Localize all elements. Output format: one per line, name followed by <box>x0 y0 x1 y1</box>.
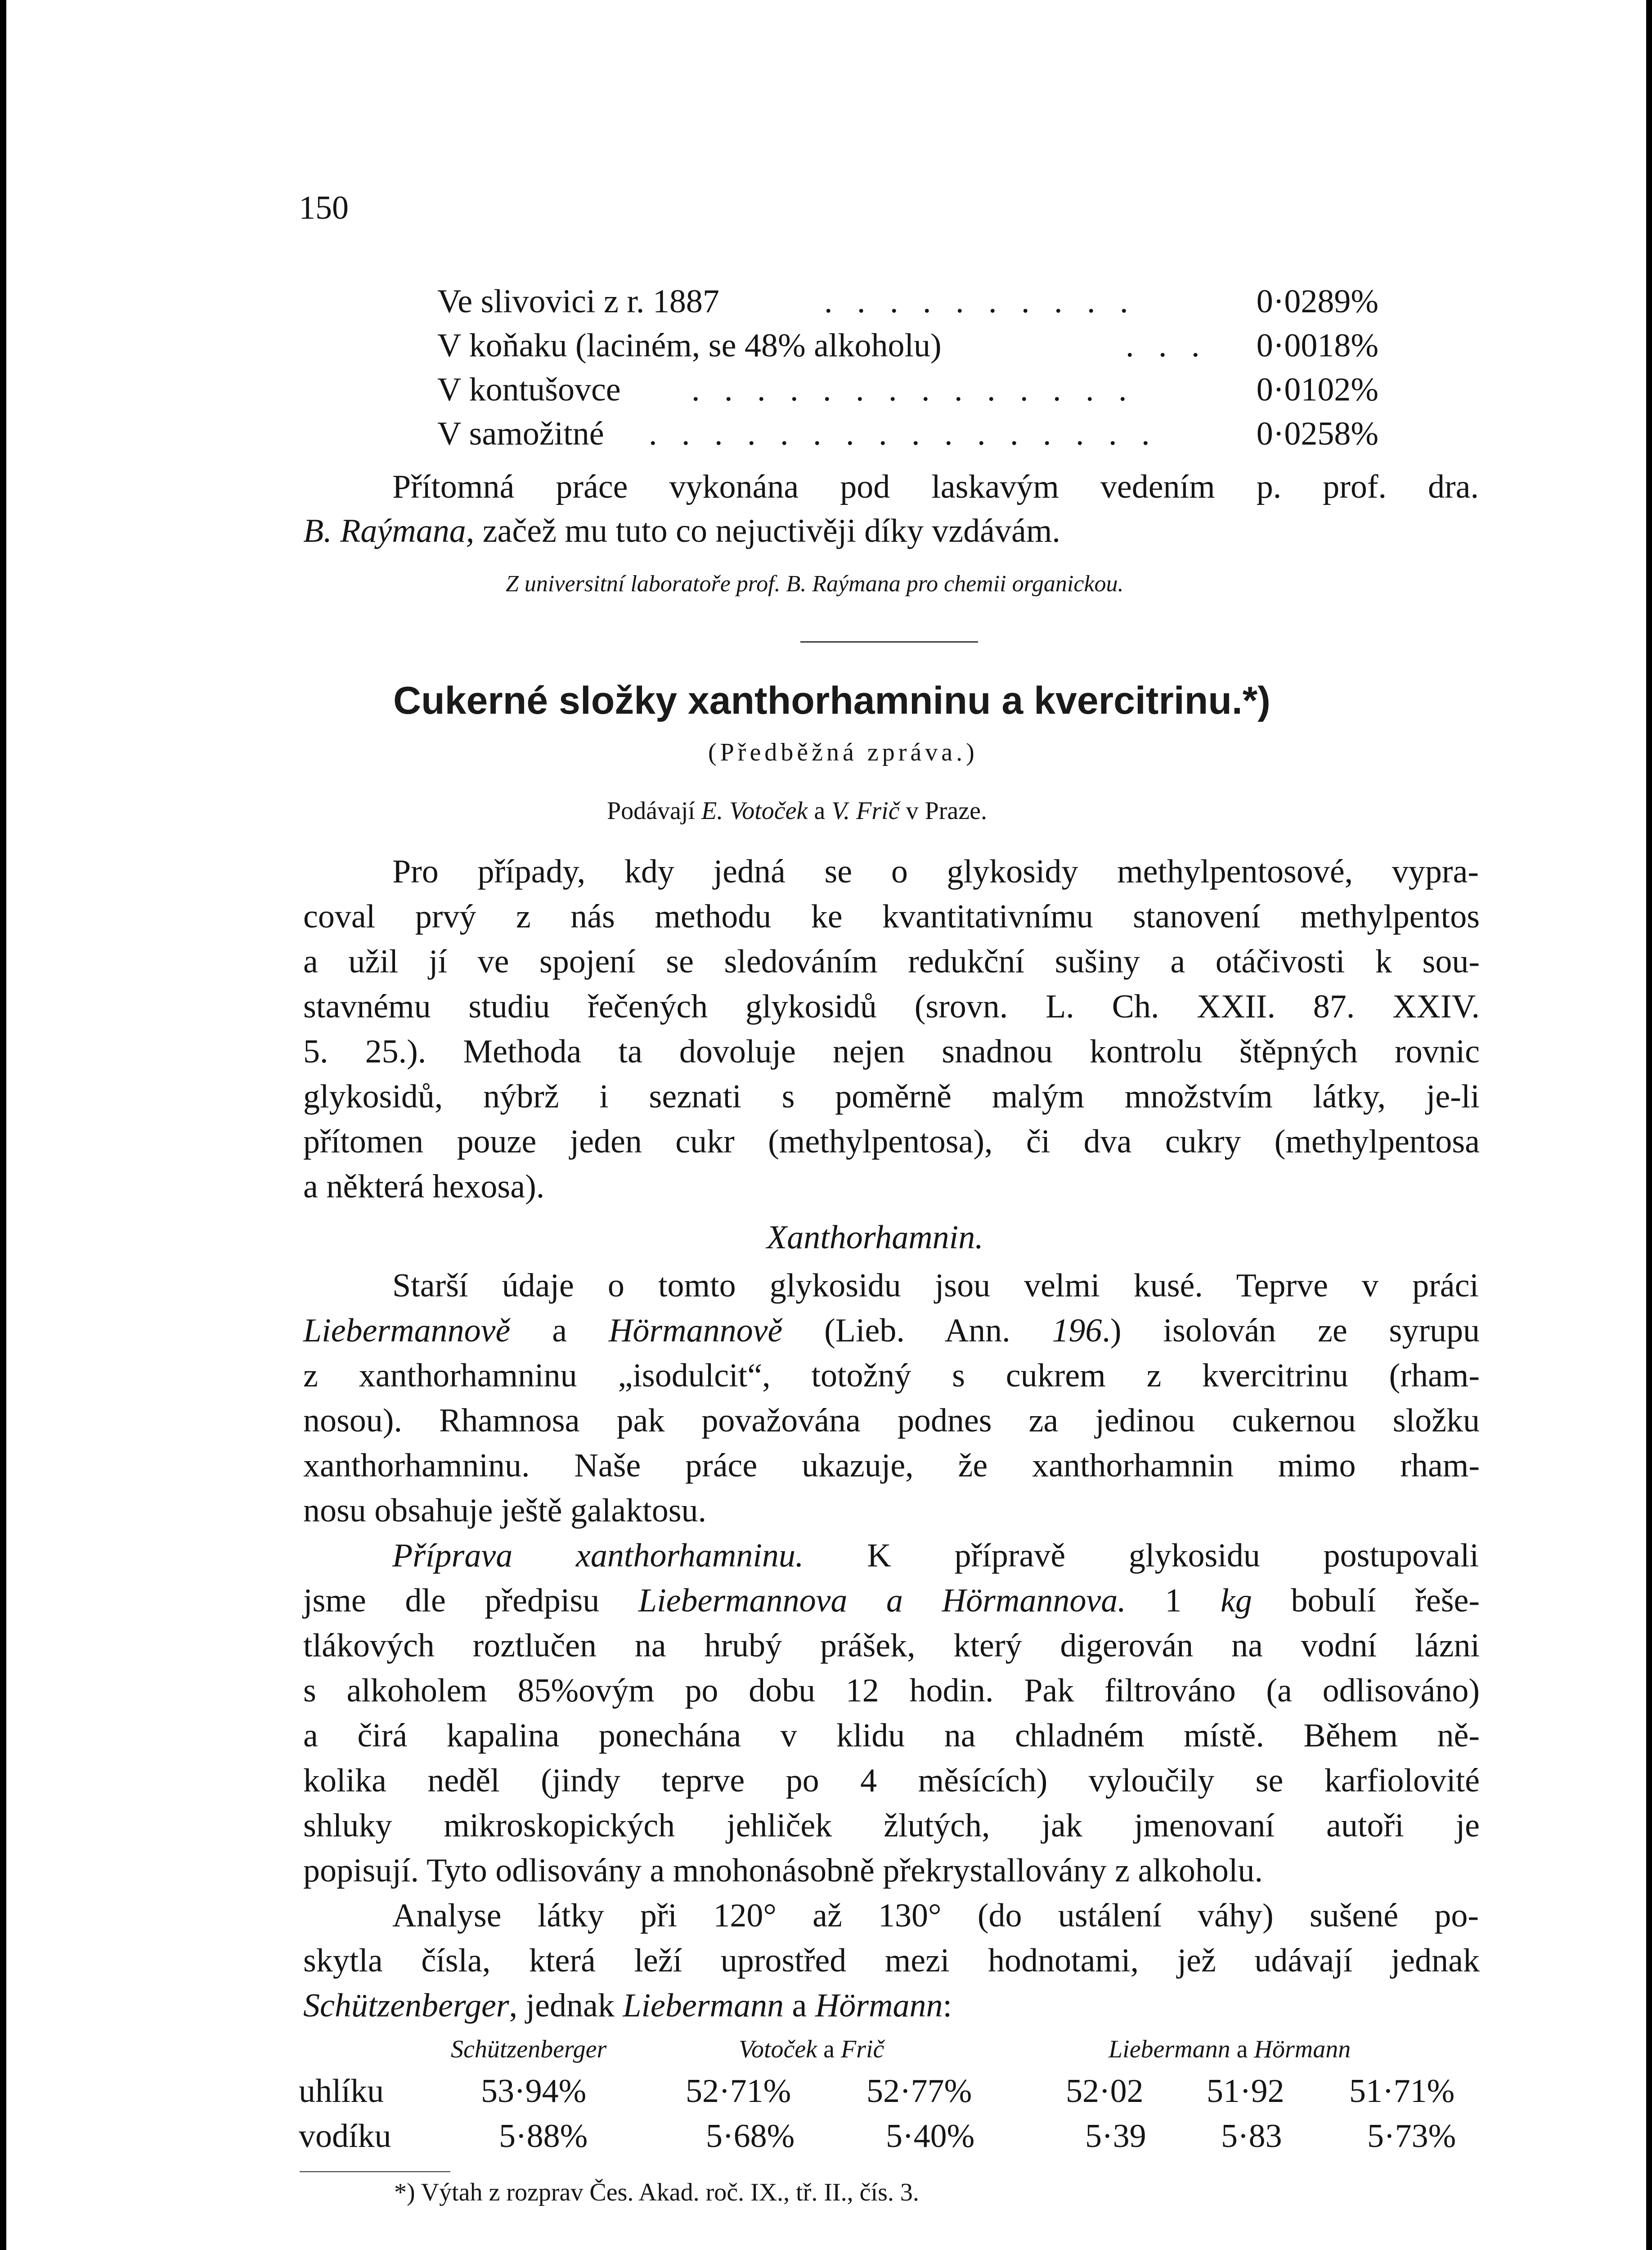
author-1: E. Votoček <box>701 797 808 825</box>
text: bobulí řeše- <box>1252 1582 1480 1619</box>
leader-value: 0·0258% <box>1256 415 1378 452</box>
article-authors <box>607 796 987 825</box>
table-header <box>1109 2035 1351 2064</box>
separator-rule <box>800 641 978 643</box>
paragraph-line: popisují. Tyto odlisovány a mnohonásobně překrystallovány z alkoholu. <box>303 1852 1263 1889</box>
citation-name: Liebermannově <box>303 1312 511 1349</box>
paragraph-line: glykosidů, nýbrž i seznati s poměrně malým množstvím látky, je-li <box>303 1078 1480 1115</box>
paragraph-line <box>303 1582 1480 1620</box>
text: .) isolován ze syrupu <box>1102 1312 1480 1349</box>
paragraph-line: Starší údaje o tomto glykosidu jsou velmi kusé. Teprve v práci <box>392 1267 1479 1304</box>
ack-name: B. Raýmana, <box>303 513 475 549</box>
leader-row <box>437 371 1378 414</box>
page <box>6 0 1646 2250</box>
text: K přípravě glykosidu postupovali <box>804 1537 1479 1574</box>
table-cell: 53·94% <box>481 2073 587 2110</box>
header-name: Frič <box>840 2035 884 2063</box>
paragraph-line <box>303 1987 1480 2025</box>
paragraph-line: tlákových roztlučen na hrubý prášek, který digerován na vodní lázni <box>303 1627 1480 1664</box>
paragraph-line: coval prvý z nás methodu ke kvantitativnímu stanovení methylpentos <box>303 898 1480 935</box>
leader-label: V kontušovce <box>437 371 621 408</box>
table-cell: 5·68% <box>706 2118 795 2155</box>
table-row-label: uhlíku <box>299 2073 384 2110</box>
table-cell: 51·71% <box>1349 2073 1455 2110</box>
source-line: Z universitní laboratoře prof. B. Raýmana pro chemii organickou. <box>506 571 1124 597</box>
text: 1 <box>1126 1582 1221 1619</box>
table-cell: 5·39 <box>1085 2118 1146 2155</box>
leader-label: V samožitné <box>437 415 604 452</box>
table-header: Schützenberger <box>451 2035 607 2063</box>
leader-label: Ve slivovici z r. 1887 <box>437 283 719 320</box>
paragraph-line <box>303 1312 1480 1350</box>
leader-value: 0·0102% <box>1256 371 1378 408</box>
header-name: Votoček <box>739 2035 817 2063</box>
table-cell: 52·77% <box>866 2073 972 2110</box>
paragraph-line: nosou). Rhamnosa pak považována podnes za jedinou cukernou složku <box>303 1402 1480 1439</box>
paragraph-line: Pro případy, kdy jedná se o glykosidy methylpentosové, vypra- <box>392 853 1479 890</box>
citation-name: Liebermann <box>623 1987 784 2024</box>
paragraph-line: kolika neděl (jindy teprve po 4 měsících) vyloučily se karfiolovité <box>303 1762 1480 1799</box>
paragraph-line: 5. 25.). Methoda ta dovoluje nejen snadnou kontrolu štěpných rovnic <box>303 1033 1480 1070</box>
table-cell: 51·92 <box>1207 2073 1284 2110</box>
table-cell: 5·40% <box>886 2118 975 2155</box>
authors-pre: Podávají <box>607 797 701 825</box>
leader-row <box>437 283 1378 326</box>
paragraph-lead: Příprava xanthorhamninu. <box>392 1537 804 1574</box>
authors-mid: a <box>808 797 832 825</box>
leader-value: 0·0289% <box>1256 283 1378 320</box>
table-cell: 5·83 <box>1221 2118 1282 2155</box>
leader-row <box>437 327 1378 370</box>
paragraph-line: přítomen pouze jeden cukr (methylpentosa), či dva cukry (methylpentosa <box>303 1123 1480 1160</box>
table-row-label: vodíku <box>299 2118 391 2155</box>
article-title: Cukerné složky xanthorhamninu a kvercitrinu.*) <box>393 679 1270 722</box>
paragraph-line: shluky mikroskopických jehliček žlutých, jak jmenovaní autoři je <box>303 1807 1480 1844</box>
leader-label: V koňaku (laciném, se 48% alkoholu) <box>437 327 942 364</box>
section-heading: Xanthorhamnin. <box>767 1219 983 1256</box>
paragraph-line <box>392 1537 1479 1575</box>
leader-value: 0·0018% <box>1256 327 1378 364</box>
ack-text: začež mu tuto co nejuctivěji díky vzdávám. <box>474 513 1060 549</box>
text: a <box>784 1987 815 2024</box>
unit: kg <box>1220 1582 1252 1619</box>
paragraph-line: Analyse látky při 120° až 130° (do ustálení váhy) sušené po- <box>392 1897 1479 1934</box>
citation-volume: 196 <box>1052 1312 1102 1349</box>
table-cell: 52·02 <box>1066 2073 1144 2110</box>
table-cell: 5·73% <box>1367 2118 1456 2155</box>
paragraph-line: a čirá kapalina ponechána v klidu na chladném místě. Během ně- <box>303 1717 1480 1754</box>
ack-line: Přítomná práce vykonána pod laskavým vedením p. prof. dra. <box>392 468 1479 505</box>
header-name: Liebermann <box>1109 2035 1230 2063</box>
paragraph-line: s alkoholem 85%ovým po dobu 12 hodin. Pak filtrováno (a odlisováno) <box>303 1672 1480 1709</box>
table-header <box>739 2035 884 2064</box>
leader-dots: . . . . . . . . . . . . . . . . <box>649 415 1158 452</box>
header-name: Hörmann <box>1254 2035 1351 2063</box>
footnote-rule <box>300 2171 450 2172</box>
leader-row <box>437 415 1378 458</box>
citation-name: Liebermannova a Hörmannova. <box>638 1582 1126 1619</box>
text: , jednak <box>509 1987 623 2024</box>
paragraph-line: a užil jí ve spojení se sledováním redukční sušiny a otáčivosti k sou- <box>303 943 1480 980</box>
paragraph-line: skytla čísla, která leží uprostřed mezi hodnotami, jež udávají jednak <box>303 1942 1480 1979</box>
paragraph-line: stavnému studiu řečených glykosidů (srovn. L. Ch. XXII. 87. XXIV. <box>303 988 1480 1025</box>
ack-line <box>303 512 1480 550</box>
paragraph-line: nosu obsahuje ještě galaktosu. <box>303 1492 707 1529</box>
table-cell: 5·88% <box>499 2118 588 2155</box>
citation-name: Schützenberger <box>303 1987 509 2024</box>
article-subtitle: (Předběžná zpráva.) <box>708 738 978 766</box>
text: (Lieb. Ann. <box>782 1312 1052 1349</box>
text: a <box>510 1312 609 1349</box>
author-2: V. Frič <box>831 797 900 825</box>
header-and: a <box>1230 2035 1254 2063</box>
authors-post: v Praze. <box>899 797 987 825</box>
text: jsme dle předpisu <box>303 1582 638 1619</box>
leader-dots: . . . <box>1126 327 1208 364</box>
header-and: a <box>817 2035 841 2063</box>
leader-dots: . . . . . . . . . . . . . . <box>691 371 1135 408</box>
footnote: *) Výtah z rozprav Čes. Akad. roč. IX., tř. II., čís. 3. <box>394 2178 919 2206</box>
paragraph-line: a některá hexosa). <box>303 1168 545 1205</box>
citation-name: Hörmann <box>815 1987 943 2024</box>
citation-name: Hörmannově <box>608 1312 783 1349</box>
leader-dots: . . . . . . . . . . <box>824 283 1136 320</box>
paragraph-line: z xanthorhamninu „isodulcit“, totožný s cukrem z kvercitrinu (rham- <box>303 1357 1480 1394</box>
table-cell: 52·71% <box>686 2073 791 2110</box>
text: : <box>943 1987 952 2024</box>
page-number: 150 <box>299 189 349 226</box>
paragraph-line: xanthorhamninu. Naše práce ukazuje, že xanthorhamnin mimo rham- <box>303 1447 1480 1484</box>
